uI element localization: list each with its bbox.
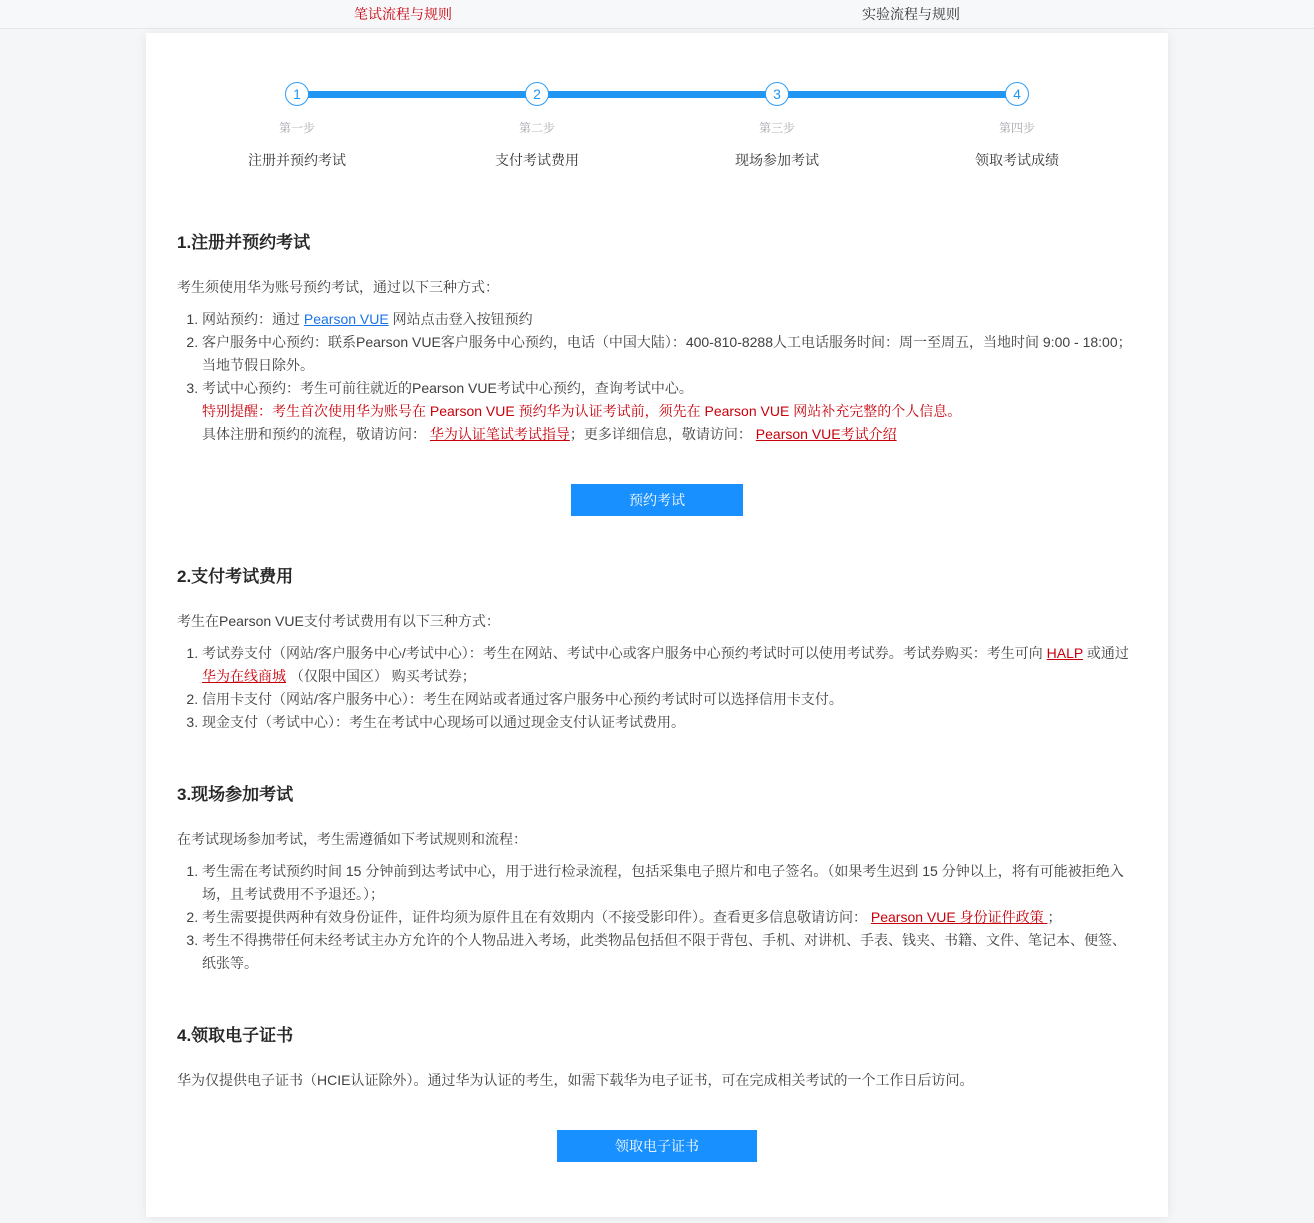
section-1-list: [177, 308, 1137, 400]
step-1: [177, 82, 417, 170]
list-item-text: （仅限中国区） 购买考试券；: [286, 668, 476, 684]
step-1-title: 注册并预约考试: [248, 152, 346, 168]
huawei-online-mall-link[interactable]: 华为在线商城: [202, 668, 286, 684]
step-1-label: 第一步: [278, 121, 315, 135]
registration-guide-line: [202, 423, 1137, 446]
step-3-circle: 3: [765, 82, 789, 106]
list-item: [202, 308, 1137, 331]
guide-text: ；更多详细信息，敬请访问：: [569, 426, 756, 442]
section-4-intro: 华为仅提供电子证书（HCIE认证除外）。通过华为认证的考生，如需下载华为电子证书，可在完成相关考试的一个工作日后访问。: [177, 1072, 974, 1088]
pearson-vue-link[interactable]: Pearson VUE: [303, 311, 389, 327]
list-item-text: 网站点击登入按钮预约: [388, 311, 533, 327]
step-1-circle: 1: [285, 82, 309, 106]
list-item: 3. 现金支付（考试中心）：考生在考试中心现场可以通过现金支付认证考试费用。: [202, 711, 1137, 734]
tabs-bar: [0, 0, 1314, 29]
list-item: 3. 考生不得携带任何未经考试主办方允许的个人物品进入考场，此类物品包括但不限于背包、手机、对讲机、手表、钱夹、书籍、文件、笔记本、便签、纸张等。: [202, 929, 1137, 975]
step-2: [417, 82, 657, 170]
section-2-intro: 考生在Pearson VUE支付考试费用有以下三种方式：: [177, 613, 500, 629]
step-2-label: 第二步: [518, 121, 555, 135]
exam-process-stepper: [177, 82, 1137, 170]
step-3: [657, 82, 897, 170]
list-item: 1. 考生需在考试预约时间 15 分钟前到达考试中心，用于进行检录流程，包括采集电子照片和电子签名。（如果考生迟到 15 分钟以上，将有可能被拒绝入场，且考试费用不予退还。）；: [202, 860, 1137, 906]
list-item: [202, 906, 1137, 929]
section-2-list: [177, 642, 1137, 734]
list-item-text: 网站预约：通过: [202, 311, 304, 327]
step-3-title: 现场参加考试: [735, 152, 819, 168]
list-item-text: 考试券支付（网站/客户服务中心/考试中心）：考生在网站、考试中心或客户服务中心预约考试时可以使用考试券。考试券购买：考生可向: [202, 645, 1047, 661]
tab-lab-exam-rules[interactable]: 实验流程与规则: [862, 6, 960, 22]
list-item: 3. 考试中心预约：考生可前往就近的Pearson VUE考试中心预约，查询考试中心。: [202, 377, 1137, 400]
section-4-heading: 4.领取电子证书: [177, 1026, 294, 1045]
pearson-vue-exam-intro-link[interactable]: Pearson VUE考试介绍: [755, 426, 897, 442]
section-2-heading: 2.支付考试费用: [177, 567, 294, 586]
step-2-circle: 2: [525, 82, 549, 106]
section-3-list: [177, 860, 1137, 975]
guide-text: 具体注册和预约的流程，敬请访问：: [202, 426, 430, 442]
section-3-heading: 3.现场参加考试: [177, 785, 294, 804]
section-1-intro: 考生须使用华为账号预约考试，通过以下三种方式：: [177, 279, 499, 295]
list-item: [202, 642, 1137, 688]
step-4-title: 领取考试成绩: [975, 152, 1059, 168]
list-item-text: 考生需要提供两种有效身份证件，证件均须为原件且在有效期内（不接受影印件）。查看更多信息敬请访问：: [202, 909, 871, 925]
list-item: 2. 信用卡支付（网站/客户服务中心）：考生在网站或者通过客户服务中心预约考试时可以选择信用卡支付。: [202, 688, 1137, 711]
id-policy-link[interactable]: Pearson VUE 身份证件政策: [870, 909, 1048, 925]
tab-written-exam-rules[interactable]: 笔试流程与规则: [354, 6, 452, 22]
get-ecertificate-button[interactable]: 领取电子证书: [557, 1130, 757, 1162]
section-3-intro: 在考试现场参加考试，考生需遵循如下考试规则和流程：: [177, 831, 527, 847]
halp-link[interactable]: HALP: [1046, 645, 1083, 661]
step-4: [897, 82, 1137, 170]
list-item-text: 或通过: [1083, 645, 1129, 661]
list-item: 2. 客户服务中心预约：联系Pearson VUE客户服务中心预约，电话（中国大陆）：400-810-8288人工电话服务时间：周一至周五，当地时间 9:00 - 18:00；当地节假日除外。: [202, 331, 1137, 377]
written-exam-guide-link[interactable]: 华为认证笔试考试指导: [429, 426, 570, 442]
content-card: [146, 33, 1168, 1217]
special-reminder: 特别提醒：考生首次使用华为账号在 Pearson VUE 预约华为认证考试前，须先在 Pearson VUE 网站补充完整的个人信息。: [202, 403, 962, 419]
step-3-label: 第三步: [758, 121, 795, 135]
section-1-heading: 1.注册并预约考试: [177, 233, 311, 252]
step-2-title: 支付考试费用: [495, 152, 579, 168]
step-4-label: 第四步: [998, 121, 1035, 135]
step-4-circle: 4: [1005, 82, 1029, 106]
list-item-text: ；: [1047, 909, 1062, 925]
book-exam-button[interactable]: 预约考试: [571, 484, 743, 516]
